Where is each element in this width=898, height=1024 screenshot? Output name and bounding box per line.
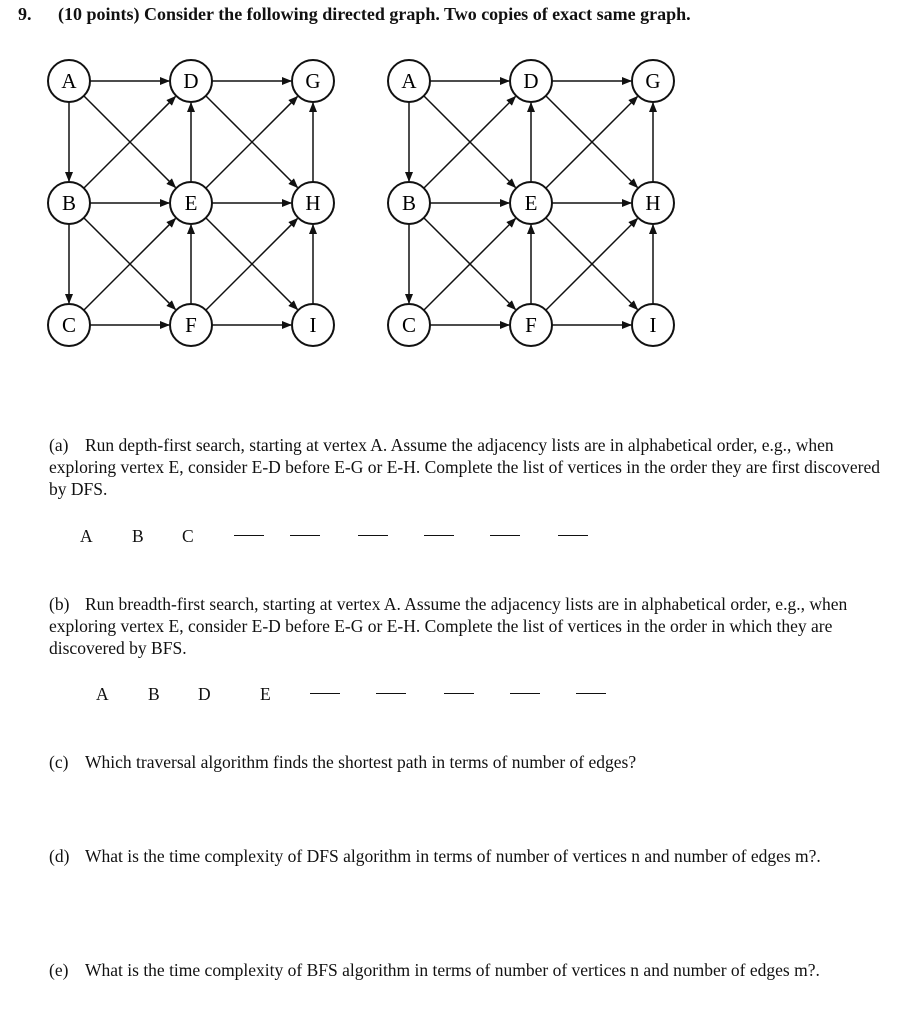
part-b-answer-4: E (260, 684, 271, 704)
part-a-text: Run depth-first search, starting at vertex A. Assume the adjacency lists are in alphabetical order, e.g., when exploring vertex E, consider E-D before E-G or E-H. Complete the list of vertices in the order they are first discovered by DFS. (49, 435, 880, 499)
node-E-label: E (184, 191, 198, 215)
answer-blank[interactable] (558, 534, 588, 536)
part-b-answer-3: D (198, 684, 211, 704)
node-B-label: B (61, 191, 77, 215)
node-H-label: H (305, 191, 321, 215)
node-E-label: E (524, 191, 538, 215)
answer-blank[interactable] (376, 692, 406, 694)
part-c-label: (c) (49, 752, 69, 772)
part-a-answer-2: B (132, 526, 144, 546)
node-C-label: C (61, 313, 77, 337)
node-D-label: D (183, 69, 199, 93)
node-C-label: C (401, 313, 417, 337)
part-e (49, 959, 884, 981)
part-c (49, 751, 884, 773)
node-I-label: I (649, 313, 657, 337)
graph-copy-2 (380, 50, 690, 360)
answer-blank[interactable] (576, 692, 606, 694)
node-F-label: F (525, 313, 537, 337)
part-e-label: (e) (49, 960, 69, 980)
part-a-answer-3: C (182, 526, 194, 546)
part-b (49, 593, 884, 659)
node-A-label: A (401, 69, 417, 93)
part-b-label: (b) (49, 594, 70, 614)
part-e-text: What is the time complexity of BFS algorithm in terms of number of vertices n and number of edges m?. (85, 960, 820, 980)
question-title: (10 points) Consider the following directed graph. Two copies of exact same graph. (58, 4, 691, 24)
node-D-label: D (523, 69, 539, 93)
part-d-text: What is the time complexity of DFS algorithm in terms of number of vertices n and number of edges m?. (85, 846, 821, 866)
node-A-label: A (61, 69, 77, 93)
answer-blank[interactable] (310, 692, 340, 694)
question-number: 9. (18, 4, 32, 24)
node-B-label: B (401, 191, 417, 215)
node-G-label: G (305, 69, 321, 93)
part-c-text: Which traversal algorithm finds the shortest path in terms of number of edges? (85, 752, 637, 772)
node-F-label: F (185, 313, 197, 337)
part-b-text: Run breadth-first search, starting at vertex A. Assume the adjacency lists are in alphabetical order, e.g., when exploring vertex E, consider E-D before E-G or E-H. Complete the list of vertices in the order in which they are discovered by BFS. (49, 594, 848, 658)
part-a-answer-1: A (80, 526, 93, 546)
answer-blank[interactable] (358, 534, 388, 536)
answer-blank[interactable] (490, 534, 520, 536)
node-I-label: I (309, 313, 317, 337)
part-d-label: (d) (49, 846, 70, 866)
answer-blank[interactable] (290, 534, 320, 536)
answer-blank[interactable] (424, 534, 454, 536)
node-H-label: H (645, 191, 661, 215)
part-b-answer-1: A (96, 684, 109, 704)
answer-blank[interactable] (444, 692, 474, 694)
part-a (49, 434, 884, 500)
answer-blank[interactable] (234, 534, 264, 536)
part-a-label: (a) (49, 435, 69, 455)
answer-blank[interactable] (510, 692, 540, 694)
part-b-answer-2: B (148, 684, 160, 704)
part-d (49, 845, 884, 867)
node-G-label: G (645, 69, 661, 93)
graph-copy-1 (40, 50, 350, 360)
